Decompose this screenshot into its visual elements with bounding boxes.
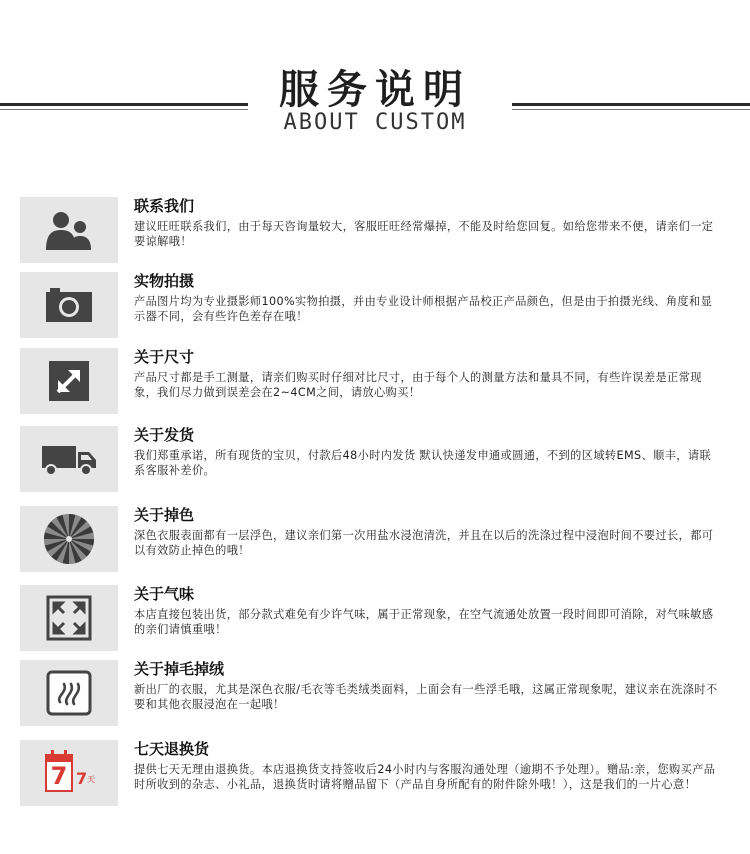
color-wheel-icon [20, 506, 118, 572]
section-text: 我们郑重承诺，所有现货的宝贝，付款后48小时内发货 默认快递发申通或圆通，不到的区域转EMS、顺丰，请联系客服补差价。 [134, 449, 712, 477]
section-text: 深色衣服表面都有一层浮色，建议亲们第一次用盐水浸泡清洗，并且在以后的洗涤过程中浸泡时间不要过长，都可以有效防止掉色的哦！ [134, 529, 714, 557]
resize-arrow-icon [20, 348, 118, 414]
contact-people-icon [20, 197, 118, 263]
section-title: 关于尺寸 [134, 348, 195, 366]
section-text: 本店直接包装出货，部分款式难免有少许气味，属于正常现象，在空气流通处放置一段时间即可消除，对气味敏感的亲们请慎重哦！ [134, 608, 714, 636]
section-text: 提供七天无理由退换货。本店退换货支持签收后24小时内与客服沟通处理（逾期不予处理）。赠品:亲，您购买产品时所收到的杂志、小礼品，退换货时请将赠品留下（产品自身所配有的附件除外哦！），这是我们的一片心意！ [134, 763, 716, 791]
fluff-waves-icon [20, 660, 118, 726]
section-text: 产品尺寸都是手工测量，请亲们购买时仔细对比尺寸，由于每个人的测量方法和量具不同，有些许误差是正常现象，我们尽力做到误差会在2~4CM之间，请放心购买！ [134, 371, 702, 399]
section-text: 产品图片均为专业摄影师100%实物拍摄，并由专业设计师根据产品校正产品颜色，但是由于拍摄光线、角度和显示器不同，会有些许色差存在哦！ [134, 295, 713, 323]
page-subtitle: ABOUT CUSTOM [283, 110, 467, 135]
calendar-small-number: 7 [76, 769, 88, 788]
page-header [0, 0, 750, 150]
section-text: 建议旺旺联系我们，由于每天咨询量较大，客服旺旺经常爆掉，不能及时给您回复。如给您带来不便，请亲们一定要谅解哦！ [134, 220, 714, 248]
delivery-truck-icon [20, 426, 118, 492]
camera-icon [20, 272, 118, 338]
section-title: 实物拍摄 [134, 272, 195, 290]
calendar-unit: 天 [87, 775, 95, 784]
expand-arrows-icon [20, 585, 118, 651]
section-text: 新出厂的衣服，尤其是深色衣服/毛衣等毛类绒类面料，上面会有一些浮毛哦，这属正常现象呢，建议亲在洗涤时不要和其他衣服浸泡在一起哦！ [134, 683, 718, 711]
section-title: 关于气味 [134, 585, 195, 603]
section-title: 关于掉色 [134, 506, 195, 524]
section-title: 关于发货 [134, 426, 195, 444]
section-title: 七天退换货 [134, 740, 210, 758]
section-title: 关于掉毛掉绒 [134, 660, 225, 678]
page-title: 服务说明 [279, 67, 471, 113]
calendar-number: 7 [50, 762, 68, 790]
seven-day-calendar-icon [20, 740, 118, 806]
section-title: 联系我们 [134, 197, 195, 215]
